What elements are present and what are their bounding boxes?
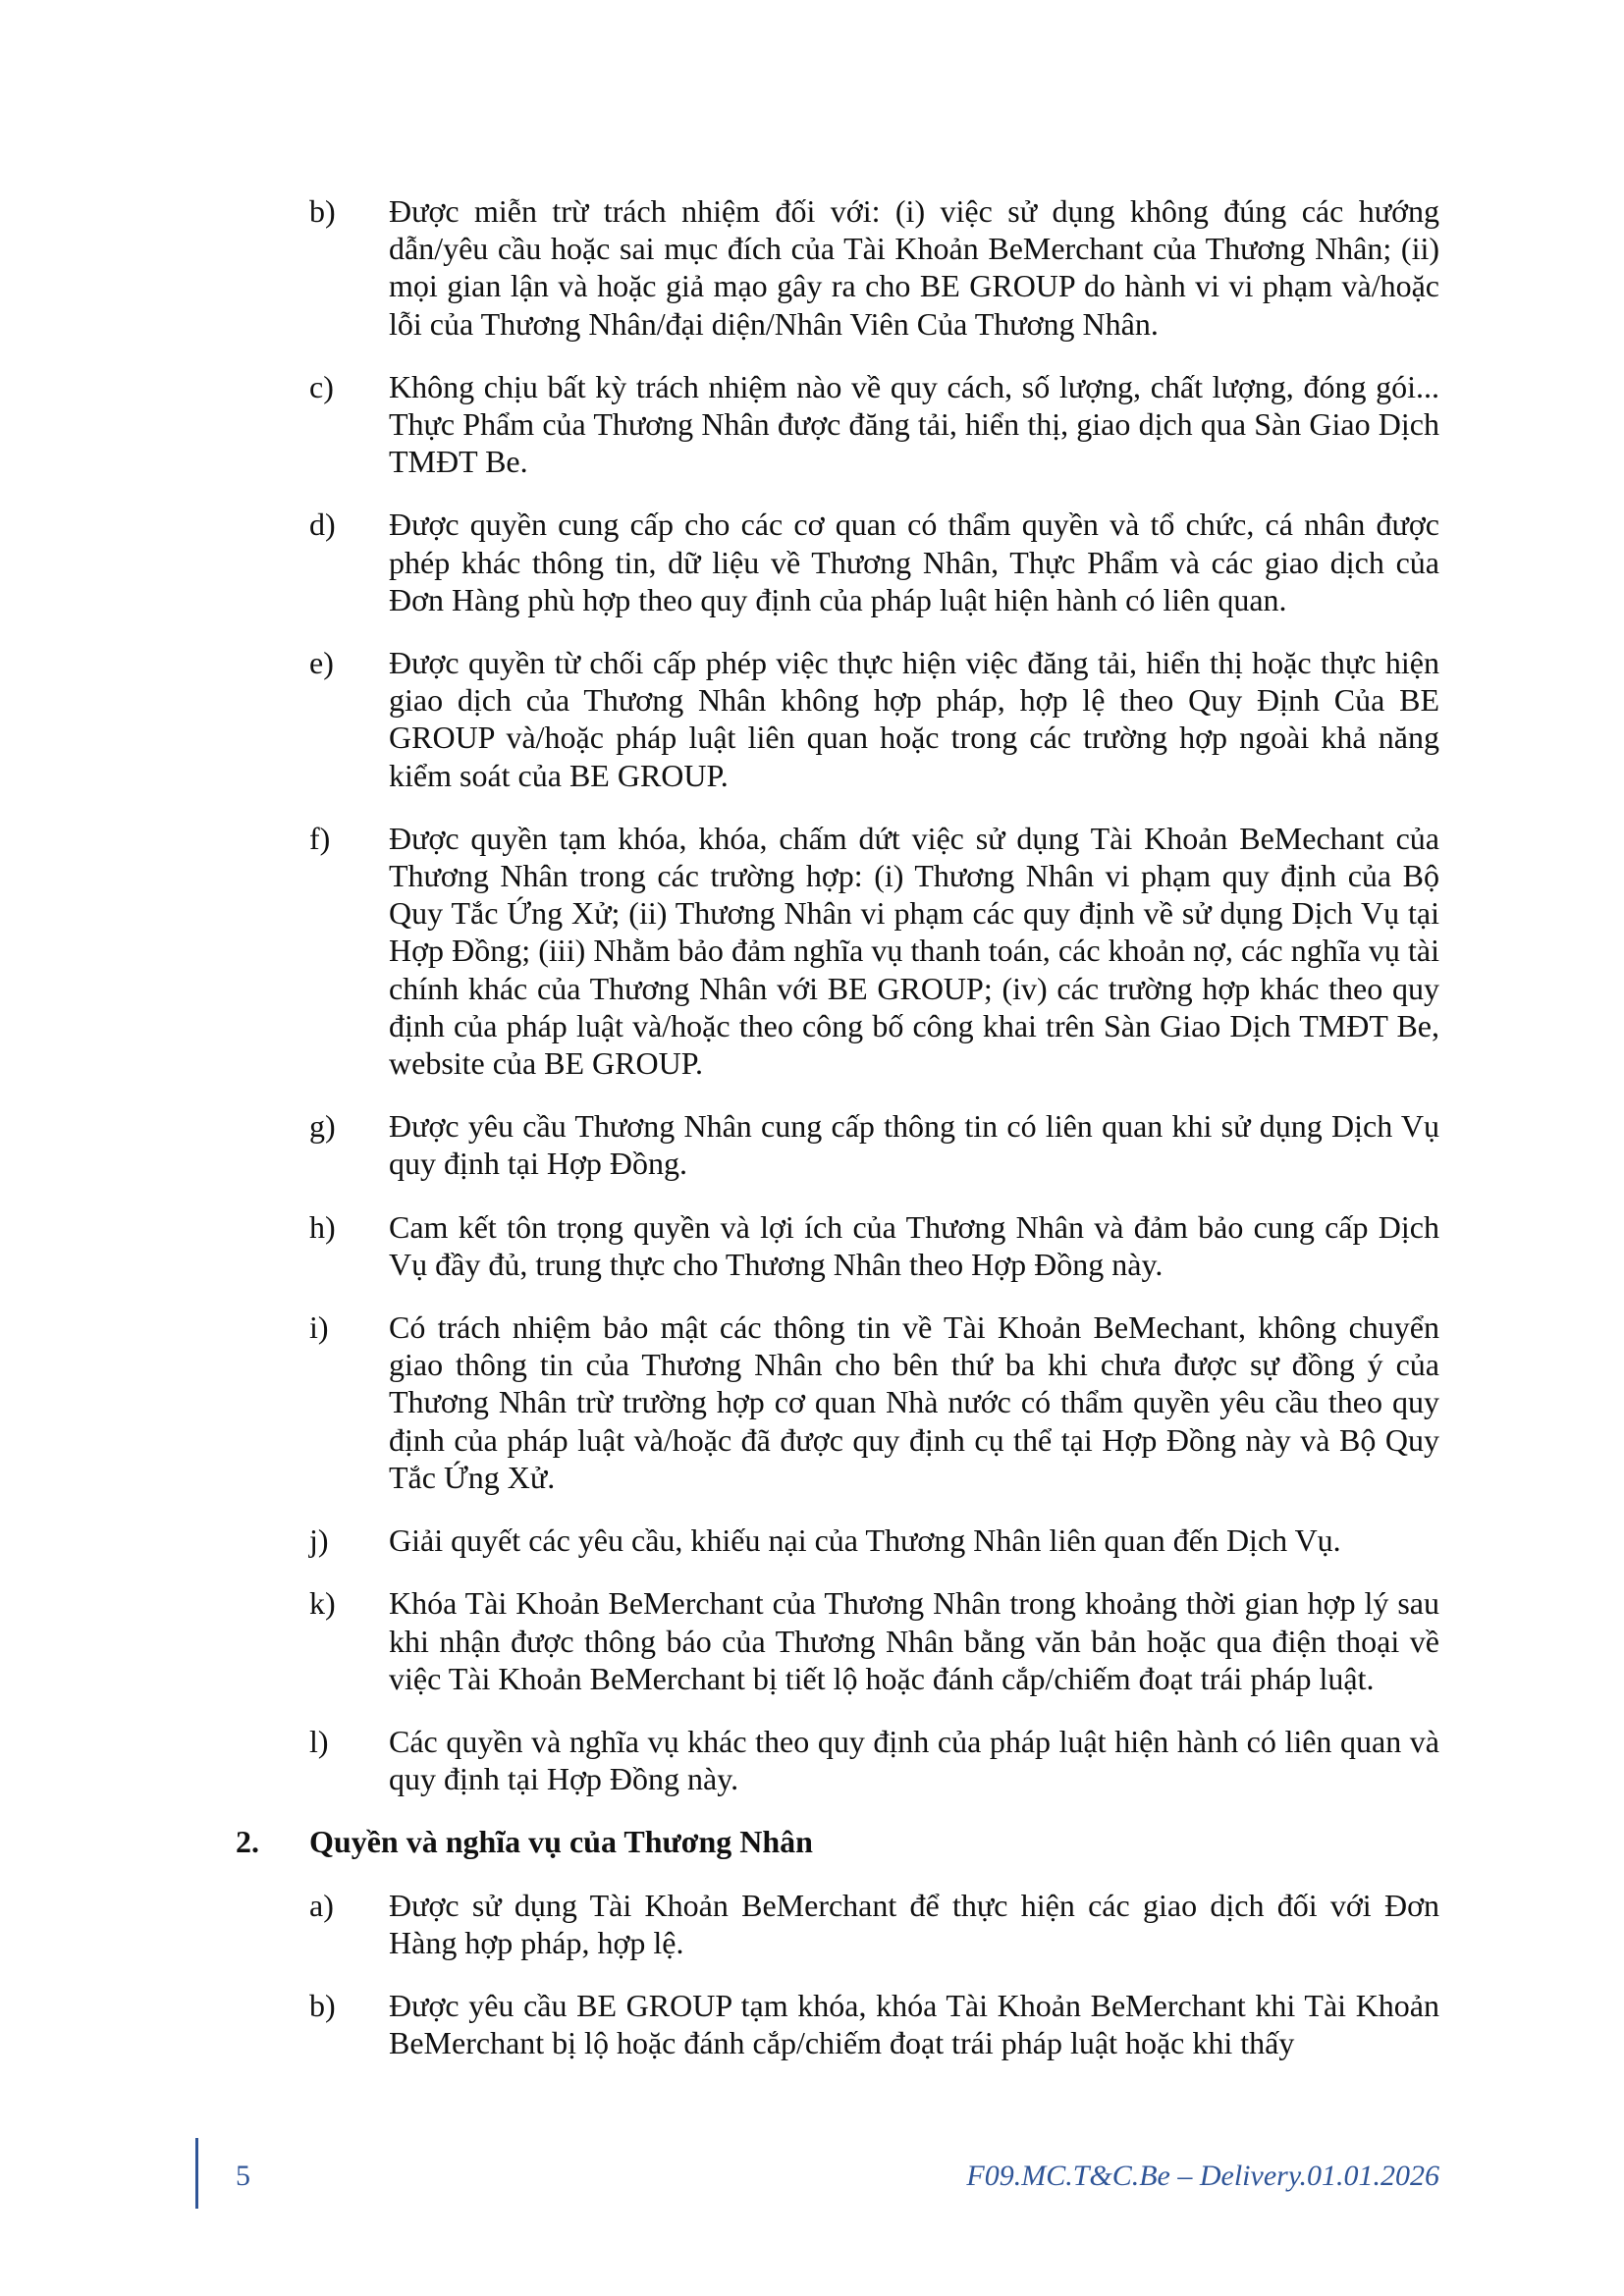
item-text: Được yêu cầu BE GROUP tạm khóa, khóa Tài Khoản BeMerchant khi Tài Khoản BeMerchant bị lộ hoặc đánh cắp/chiếm đoạt trái pháp luật hoặc khi thấy bbox=[389, 1987, 1439, 2061]
footer-accent-bar bbox=[195, 2138, 198, 2209]
item-label: g) bbox=[309, 1108, 336, 1145]
list-item bbox=[236, 1308, 1439, 1496]
item-label: f) bbox=[309, 820, 331, 856]
list-item bbox=[236, 1522, 1439, 1559]
item-text: Được quyền từ chối cấp phép việc thực hiện việc đăng tải, hiển thị hoặc thực hiện giao dịch của Thương Nhân không hợp pháp, hợp lệ theo Quy Định Của BE GROUP và/hoặc pháp luật liên quan hoặc trong các trường hợp ngoài khả năng kiểm soát của BE GROUP. bbox=[389, 645, 1439, 793]
list-item bbox=[236, 1887, 1439, 1961]
section-number: 2. bbox=[236, 1824, 259, 1860]
list-item bbox=[236, 192, 1439, 343]
item-label: c) bbox=[309, 368, 334, 404]
item-label: k) bbox=[309, 1585, 336, 1622]
section-title: Quyền và nghĩa vụ của Thương Nhân bbox=[309, 1824, 813, 1860]
item-text: Khóa Tài Khoản BeMerchant của Thương Nhân trong khoảng thời gian hợp lý sau khi nhận được thông báo của Thương Nhân bằng văn bản hoặc qua điện thoại về việc Tài Khoản BeMerchant bị tiết lộ hoặc đánh cắp/chiếm đoạt trái pháp luật. bbox=[389, 1585, 1439, 1696]
item-text: Được quyền cung cấp cho các cơ quan có thẩm quyền và tổ chức, cá nhân được phép khác thông tin, dữ liệu về Thương Nhân, Thực Phẩm và các giao dịch của Đơn Hàng phù hợp theo quy định của pháp luật hiện hành có liên quan. bbox=[389, 507, 1439, 617]
section-1-items bbox=[236, 192, 1439, 1797]
list-item bbox=[236, 1107, 1439, 1182]
list-item bbox=[236, 1584, 1439, 1697]
item-label: d) bbox=[309, 507, 336, 543]
item-text: Được quyền tạm khóa, khóa, chấm dứt việc sử dụng Tài Khoản BeMechant của Thương Nhân trong các trường hợp: (i) Thương Nhân vi phạm quy định của Bộ Quy Tắc Ứng Xử; (ii) Thương Nhân vi phạm các quy định về sử dụng Dịch Vụ tại Hợp Đồng; (iii) Nhằm bảo đảm nghĩa vụ thanh toán, các khoản nợ, các nghĩa vụ tài chính khác của Thương Nhân với BE GROUP; (iv) các trường hợp khác theo quy định của pháp luật và/hoặc theo công bố công khai trên Sàn Giao Dịch TMĐT Be, website của BE GROUP. bbox=[389, 820, 1439, 1082]
list-item bbox=[236, 368, 1439, 481]
document-body bbox=[236, 192, 1439, 2087]
item-text: Giải quyết các yêu cầu, khiếu nại của Thương Nhân liên quan đến Dịch Vụ. bbox=[389, 1522, 1341, 1559]
item-label: l) bbox=[309, 1723, 329, 1759]
item-text: Được miễn trừ trách nhiệm đối với: (i) việc sử dụng không đúng các hướng dẫn/yêu cầu hoặc sai mục đích của Tài Khoản BeMerchant của Thương Nhân; (ii) mọi gian lận và hoặc giả mạo gây ra cho BE GROUP do hành vi vi phạm và/hoặc lỗi của Thương Nhân/đại diện/Nhân Viên Của Thương Nhân. bbox=[389, 193, 1439, 342]
list-item bbox=[236, 506, 1439, 618]
item-label: b) bbox=[309, 193, 336, 229]
item-label: j) bbox=[309, 1522, 329, 1559]
item-label: e) bbox=[309, 645, 334, 681]
item-label: i) bbox=[309, 1309, 329, 1346]
list-item bbox=[236, 1208, 1439, 1283]
item-text: Không chịu bất kỳ trách nhiệm nào về quy cách, số lượng, chất lượng, đóng gói... Thực Phẩm của Thương Nhân được đăng tải, hiển thị, giao dịch qua Sàn Giao Dịch TMĐT Be. bbox=[389, 368, 1439, 480]
section-heading bbox=[236, 1823, 1439, 1860]
item-text: Các quyền và nghĩa vụ khác theo quy định của pháp luật hiện hành có liên quan và quy định tại Hợp Đồng này. bbox=[389, 1723, 1439, 1797]
document-code: F09.MC.T&C.Be – Delivery.01.01.2026 bbox=[966, 2160, 1439, 2192]
list-item bbox=[236, 644, 1439, 794]
item-text: Có trách nhiệm bảo mật các thông tin về Tài Khoản BeMechant, không chuyển giao thông tin của Thương Nhân cho bên thứ ba khi chưa được sự đồng ý của Thương Nhân trừ trường hợp cơ quan Nhà nước có thẩm quyền yêu cầu theo quy định của pháp luật và/hoặc đã được quy định cụ thể tại Hợp Đồng này và Bộ Quy Tắc Ứng Xử. bbox=[389, 1309, 1439, 1495]
list-item bbox=[236, 1723, 1439, 1797]
item-label: a) bbox=[309, 1887, 334, 1923]
list-item bbox=[236, 820, 1439, 1082]
item-text: Được sử dụng Tài Khoản BeMerchant để thực hiện các giao dịch đối với Đơn Hàng hợp pháp, hợp lệ. bbox=[389, 1887, 1439, 1960]
section-2-items bbox=[236, 1887, 1439, 2062]
item-label: b) bbox=[309, 1987, 336, 2023]
item-label: h) bbox=[309, 1208, 336, 1245]
page-number: 5 bbox=[236, 2160, 250, 2192]
item-text: Được yêu cầu Thương Nhân cung cấp thông tin có liên quan khi sử dụng Dịch Vụ quy định tại Hợp Đồng. bbox=[389, 1108, 1439, 1182]
item-text: Cam kết tôn trọng quyền và lợi ích của Thương Nhân và đảm bảo cung cấp Dịch Vụ đầy đủ, trung thực cho Thương Nhân theo Hợp Đồng này. bbox=[389, 1208, 1439, 1282]
list-item bbox=[236, 1987, 1439, 2061]
